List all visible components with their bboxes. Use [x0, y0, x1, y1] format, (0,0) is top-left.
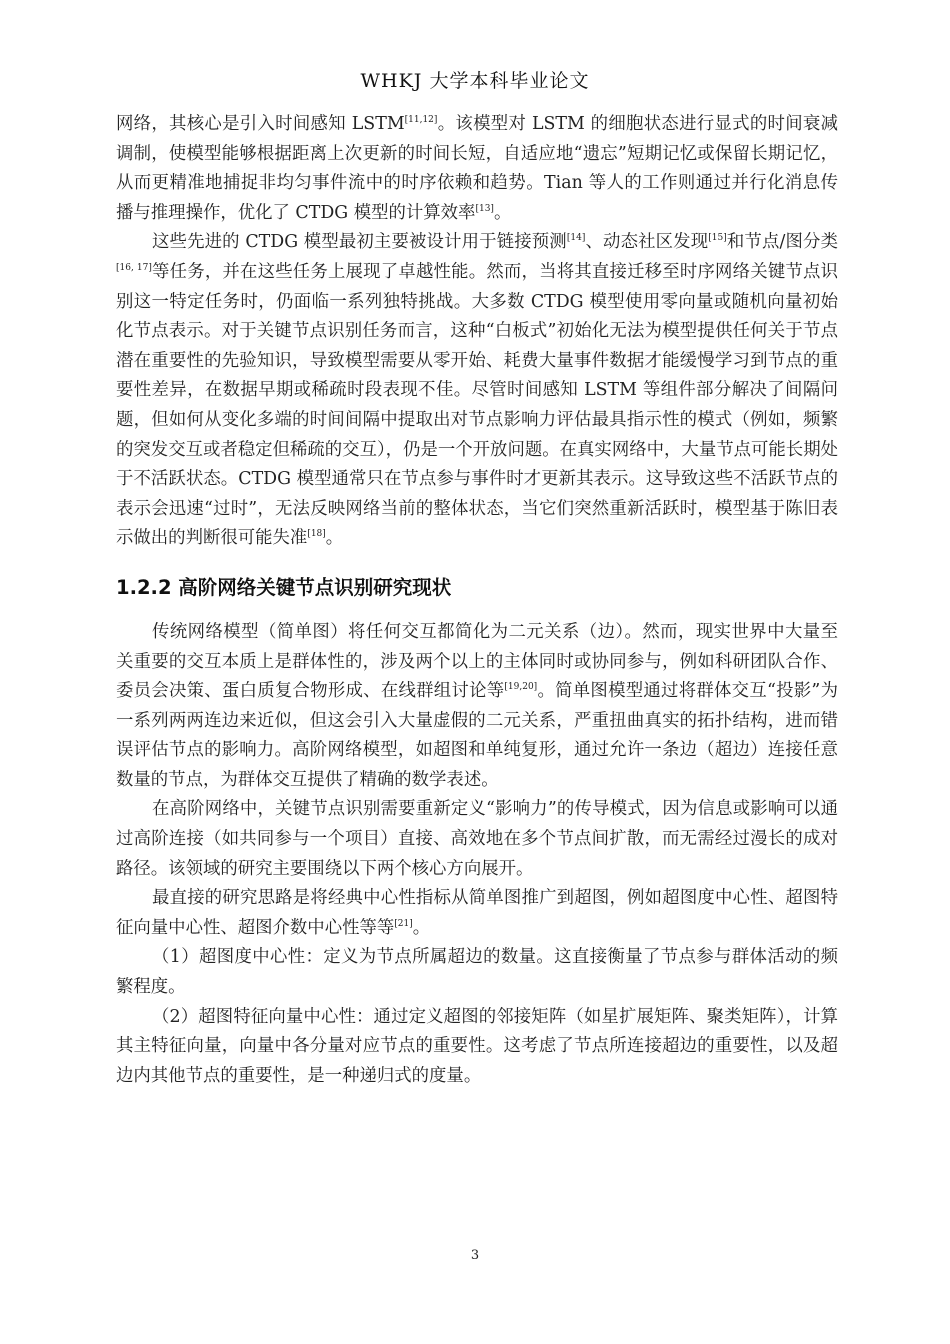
paragraph-3: [116, 618, 838, 796]
text-run: 和节点/图分类: [726, 232, 838, 253]
citation: [19,20]: [504, 682, 538, 693]
list-item-1: （1）超图度中心性：定义为节点所属超边的数量。这直接衡量了节点参与群体活动的频繁程度。: [116, 947, 838, 998]
text-run: 这些先进的 CTDG 模型最初主要被设计用于链接预测: [152, 232, 567, 253]
text-run: 。: [493, 202, 512, 223]
citation: [15]: [708, 233, 727, 244]
text-run: 最直接的研究思路是将经典中心性指标从简单图推广到超图，例如超图度中心性、超图特征向量中心性、超图介数中心性等等: [116, 888, 838, 938]
text-run: 、动态社区发现: [585, 232, 709, 253]
text-run: 等任务，并在这些任务上展现了卓越性能。然而，当将其直接迁移至时序网络关键节点识别这一特定任务时，仍面临一系列独特挑战。大多数 CTDG 模型使用零向量或随机向量初始化节点表示。对于关键节点识别任务而言，这种“白板式”初始化无法为模型提供任何关于节点潜在重要性的先验知识，导致模型需要从零开始、耗费大量事件数据才能缓慢学习到节点的重要性差异，在数据早期或稀疏时段表现不佳。尽管时间感知 LSTM 等组件部分解决了间隔问题，但如何从变化多端的时间间隔中提取出对节点影响力评估最具指示性的模式（例如，频繁的突发交互或者稳定但稀疏的交互），仍是一个开放问题。在真实网络中，大量节点可能长期处于不活跃状态。CTDG 模型通常只在节点参与事件时才更新其表示。这导致这些不活跃节点的表示会迅速“过时”，无法反映网络当前的整体状态，当它们突然重新活跃时，模型基于陈旧表示做出的判断很可能失准: [116, 261, 838, 549]
text-run: 。简单图模型通过将群体交互“投影”为一系列两两连边来近似，但这会引入大量虚假的二元关系，严重扭曲真实的拓扑结构，进而错误评估节点的影响力。高阶网络模型，如超图和单纯复形，通过允许一条边（超边）连接任意数量的节点，为群体交互提供了精确的数学表述。: [116, 681, 838, 790]
paragraph-5: [116, 884, 838, 943]
citation: [18]: [307, 529, 326, 540]
citation: [11,12]: [404, 115, 438, 125]
citation: [14]: [566, 233, 586, 244]
section-heading: 1.2.2 高阶网络关键节点识别研究现状: [116, 575, 452, 599]
citation: [21]: [394, 918, 413, 929]
text-run: 。: [325, 528, 344, 549]
page-number: 3: [470, 1248, 480, 1263]
citation: [13]: [475, 203, 494, 214]
text-run: 网络，其核心是引入时间感知 LSTM: [116, 114, 405, 134]
paragraph-2: [116, 228, 838, 554]
document-body: [116, 110, 838, 1091]
page-header: WHKJ 大学本科毕业论文: [360, 70, 590, 92]
list-item-2: （2）超图特征向量中心性：通过定义超图的邻接矩阵（如星扩展矩阵、聚类矩阵），计算其主特征向量，向量中各分量对应节点的重要性。这考虑了节点所连接超边的重要性，以及超边内其他节点的重要性，是一种递归式的度量。: [116, 1006, 838, 1086]
text-run: 传统网络模型（简单图）将任何交互都简化为二元关系（边）。然而，现实世界中大量至关重要的交互本质上是群体性的，涉及两个以上的主体同时或协同参与，例如科研团队合作、委员会决策、蛋白质复合物形成、在线群组讨论等: [116, 621, 838, 702]
paragraph-1: [116, 110, 838, 228]
text-run: 。: [412, 917, 431, 938]
paragraph-4: 在高阶网络中，关键节点识别需要重新定义“影响力”的传导模式，因为信息或影响可以通过高阶连接（如共同参与一个项目）直接、高效地在多个节点间扩散，而无需经过漫长的成对路径。该领域的研究主要围绕以下两个核心方向展开。: [116, 799, 838, 879]
citation: [16, 17]: [116, 262, 152, 273]
text-run: 。该模型对 LSTM 的细胞状态进行显式的时间衰减调制，使模型能够根据距离上次更新的时间长短，自适应地“遗忘”短期记忆或保留长期记忆，从而更精准地捕捉非均匀事件流中的时序依赖和趋势。Tian 等人的工作则通过并行化消息传播与推理操作，优化了 CTDG 模型的计算效率: [116, 114, 838, 223]
